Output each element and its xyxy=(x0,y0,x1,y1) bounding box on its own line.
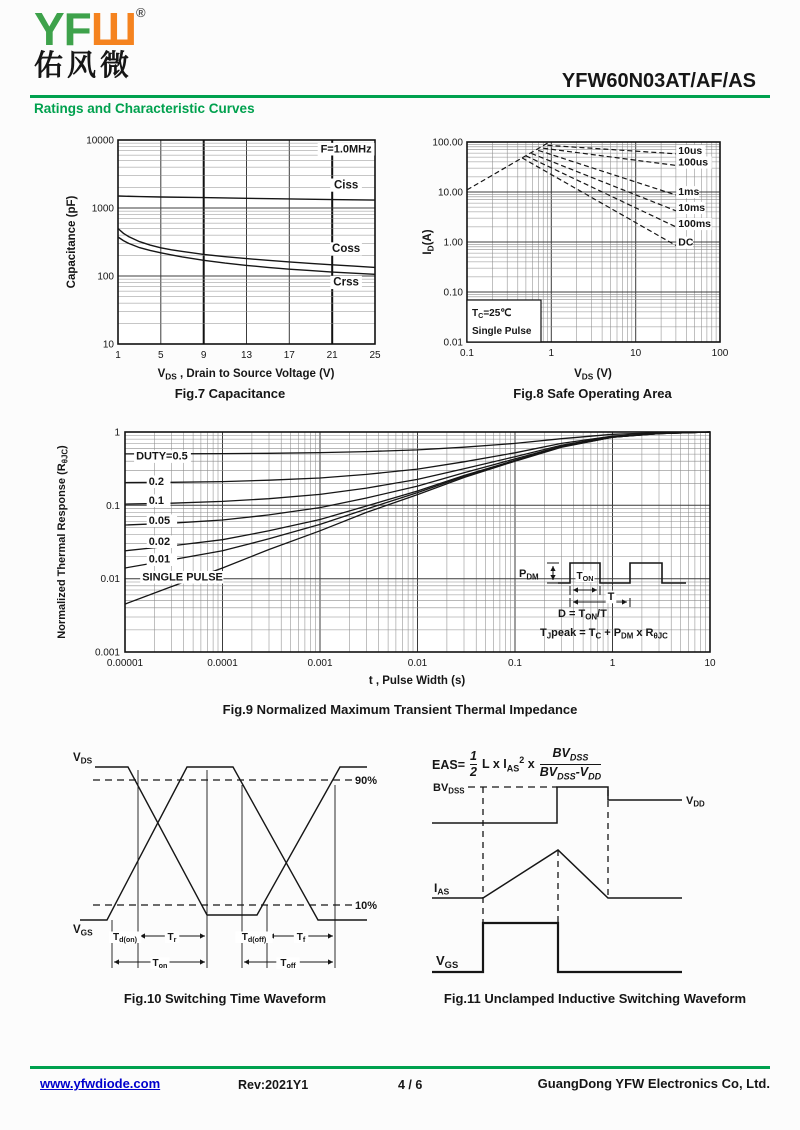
inset-t: T xyxy=(607,591,615,603)
fig9-xaxis-title: t , Pulse Width (s) xyxy=(368,675,466,687)
fig9-xtick: 0.01 xyxy=(407,658,428,669)
fig10-switching-waveform-diagram xyxy=(55,740,395,990)
fig9-ytick: 0.01 xyxy=(100,574,120,586)
label-01: 0.1 xyxy=(148,494,164,507)
fig8-xtick: 0.1 xyxy=(460,348,474,359)
vds-label: $V_{DS}$ xyxy=(73,752,93,766)
fig7-caption: Fig.7 Capacitance xyxy=(174,386,286,401)
label-crss: Crss xyxy=(333,276,359,289)
label-100ms: 100ms xyxy=(678,217,712,230)
fig7-yaxis-title: Capacitance (pF) xyxy=(66,195,78,289)
label-ciss: Ciss xyxy=(333,179,359,192)
part-number: YFW60N03AT/AF/AS xyxy=(561,70,756,92)
header-divider xyxy=(30,95,770,98)
fig8-caption: Fig.8 Safe Operating Area xyxy=(513,386,672,401)
label-1ms: 1ms xyxy=(678,186,700,198)
inset-duty-formula: $D = T_{ON}/T$ xyxy=(558,608,607,622)
fig8-xtick: 10 xyxy=(630,348,642,359)
logo-text: YFШ® xyxy=(34,3,145,55)
fig7-xtick: 21 xyxy=(326,350,338,361)
tr-label: $T_r$ xyxy=(167,932,177,945)
fig8-yaxis-title: $I_D(A)$ xyxy=(422,229,436,255)
fig9-xtick: 0.001 xyxy=(307,658,333,669)
vgs-waveform xyxy=(80,767,367,920)
pct10-label: 10% xyxy=(355,900,378,912)
inset-pdm: $P_{DM}$ xyxy=(519,568,539,582)
registered-mark-icon: ® xyxy=(136,5,145,20)
fig9-xtick: 10 xyxy=(704,658,716,669)
label-duty05: DUTY=0.5 xyxy=(136,450,188,463)
vgs-label: $V_{GS}$ xyxy=(73,924,93,938)
label-10ms: 10ms xyxy=(678,201,706,214)
fig9-ytick: 0.1 xyxy=(106,500,120,512)
vds-waveform xyxy=(95,767,367,915)
fig9-xtick: 1 xyxy=(609,658,616,669)
page-title: Ratings and Characteristic Curves xyxy=(34,101,255,116)
eas-lhs: EAS= xyxy=(432,757,466,772)
vds-waveform xyxy=(432,787,682,823)
fig7-xtick: 25 xyxy=(369,350,381,361)
label-single-pulse: SINGLE PULSE xyxy=(142,571,223,584)
label-dc: DC xyxy=(678,236,694,249)
fig7-xtick: 13 xyxy=(240,350,253,361)
fig7-ytick: 10000 xyxy=(86,135,114,147)
ias-label: $I_{AS}$ xyxy=(434,881,450,897)
company-name: GuangDong YFW Electronics Co, Ltd. xyxy=(537,1076,770,1091)
eas-fraction-denominator: $BV_{DSS}-V_{DD}$ xyxy=(539,765,602,782)
vdd-label: $V_{DD}$ xyxy=(686,795,705,809)
label-10us: 10us xyxy=(678,144,703,157)
fig8-xaxis-title: $V_{DS}$ (V) xyxy=(574,368,612,382)
annotation-freq: F=1.0MHz xyxy=(320,143,372,156)
toff-label: $T_{off}$ xyxy=(280,958,296,971)
fig8-ytick: 10.00 xyxy=(437,187,463,199)
eas-half-fraction: $\frac{1}{2}$ xyxy=(470,748,477,780)
bvdss-label: $BV_{DSS}$ xyxy=(433,782,465,796)
fig8-ytick: 0.01 xyxy=(443,337,463,349)
fig8-ytick: 0.10 xyxy=(443,287,463,299)
fig9-caption: Fig.9 Normalized Maximum Transient Thermal Impedance xyxy=(222,702,578,717)
tdon-label: $T_{d(on)}$ xyxy=(112,932,138,945)
fig7-ytick: 10 xyxy=(102,339,114,351)
fig9-xtick: 0.1 xyxy=(508,658,522,669)
eas-bv-fraction xyxy=(540,747,601,782)
fig9-ytick: 0.001 xyxy=(94,647,120,659)
fig7-xtick: 5 xyxy=(158,350,164,361)
label-005: 0.05 xyxy=(148,514,171,527)
fig9-yaxis-title: Normalized Thermal Response $(R_{\theta JC})$ xyxy=(56,445,70,639)
website-link[interactable]: www.yfwdiode.com xyxy=(40,1076,161,1091)
fig7-xaxis-title: $V_{DS}$ , Drain to Source Voltage (V) xyxy=(157,368,335,382)
vgs-waveform xyxy=(432,923,682,972)
tdoff-label: $T_{d(off)}$ xyxy=(241,932,267,945)
fig8-soa-chart xyxy=(420,132,765,394)
fig8-ytick: 1.00 xyxy=(443,237,463,249)
fig11-caption: Fig.11 Unclamped Inductive Switching Waveform xyxy=(443,991,747,1006)
fig9-thermal-impedance-chart xyxy=(45,420,765,688)
logo-chinese-name: 佑风微 xyxy=(34,50,134,82)
vgs-label: $V_{GS}$ xyxy=(436,953,459,970)
inset-tj-formula: $T_Jpeak = T_C + P_{DM}$ x $R_{\theta JC}$ xyxy=(540,627,668,641)
fig8-xtick: 100 xyxy=(711,348,729,359)
revision-label: Rev:2021Y1 xyxy=(238,1078,309,1092)
ton-label: $T_{on}$ xyxy=(152,958,168,971)
fig9-xtick: 0.00001 xyxy=(106,658,144,669)
fig10-caption: Fig.10 Switching Time Waveform xyxy=(123,991,327,1006)
label-002: 0.02 xyxy=(148,535,171,548)
eas-formula xyxy=(432,747,601,782)
fig9-xtick: 0.0001 xyxy=(207,658,238,669)
fig9-ytick: 1 xyxy=(114,427,120,439)
fig7-ytick: 1000 xyxy=(91,203,114,215)
eas-middle-term: L x $I_{AS}^2$ x xyxy=(481,755,535,775)
fig8-ytick: 100.00 xyxy=(432,137,463,149)
fig7-xtick: 9 xyxy=(200,350,207,361)
fig7-ytick: 100 xyxy=(97,271,114,283)
fig7-xtick: 17 xyxy=(283,350,295,361)
fig7-xtick: 1 xyxy=(115,350,121,361)
label-001: 0.01 xyxy=(148,553,171,566)
inset-ton: $T_{ON}$ xyxy=(576,571,594,584)
label-100us: 100us xyxy=(678,156,709,169)
ias-waveform xyxy=(432,850,682,898)
fig8-xtick: 1 xyxy=(548,348,555,359)
label-coss: Coss xyxy=(332,243,361,256)
yfw-logo xyxy=(34,3,145,82)
condition-pulse: Single Pulse xyxy=(472,326,532,337)
footer-divider xyxy=(30,1066,770,1069)
fig7-capacitance-chart xyxy=(60,132,400,394)
eas-fraction-numerator: $BV_{DSS}$ xyxy=(552,746,589,763)
page-number: 4 / 6 xyxy=(398,1078,423,1092)
label-02: 0.2 xyxy=(148,475,164,488)
tf-label: $T_f$ xyxy=(296,932,306,945)
pct90-label: 90% xyxy=(355,775,378,787)
condition-tc: $T_C=25℃$ xyxy=(472,308,512,321)
